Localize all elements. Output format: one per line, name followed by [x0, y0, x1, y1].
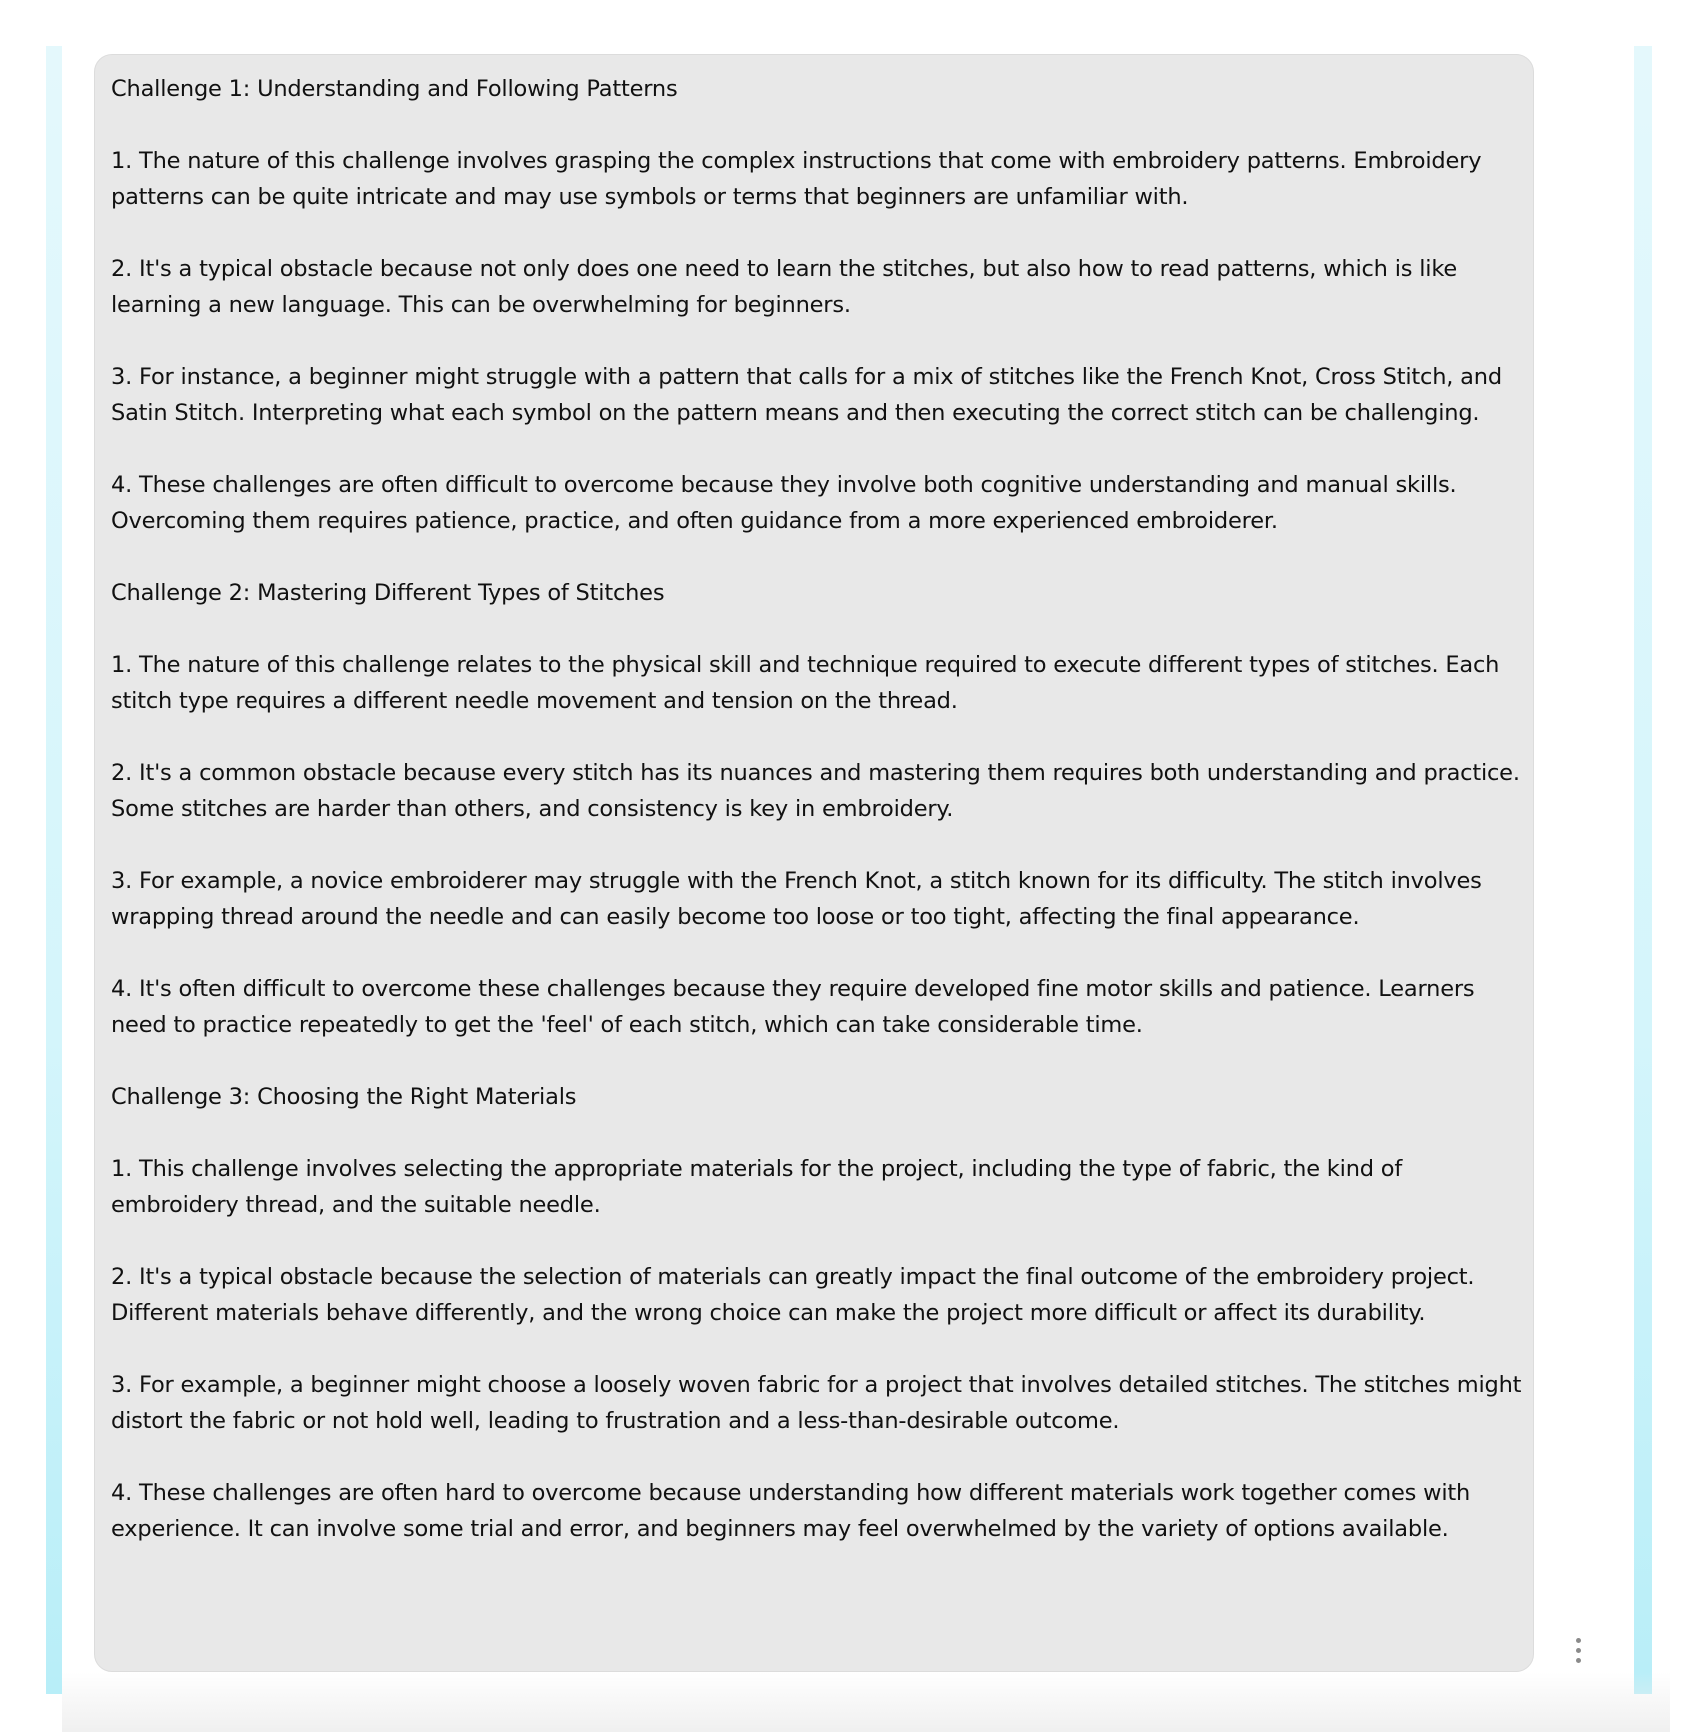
message-bubble	[94, 54, 1534, 1672]
vertical-ellipsis-icon-dot	[1576, 1648, 1581, 1653]
message-text: Challenge 1: Understanding and Following Patterns 1. The nature of this challenge involves grasping the complex instructions that come with embroidery patterns. Embroidery patterns can be quite intricate and may use symbols or terms that beginners are unfamiliar with. 2. It's a typical obstacle because not only does one need to learn the stitches, but also how to read patterns, which is like learning a new language. This can be overwhelming for beginners. 3. For instance, a beginner might struggle with a pattern that calls for a mix of stitches like the French Knot, Cross Stitch, and Satin Stitch. Interpreting what each symbol on the pattern means and then executing the correct stitch can be challenging. 4. These challenges are often difficult to overcome because they involve both cognitive understanding and manual skills. Overcoming them requires patience, practice, and often guidance from a more experienced embroiderer. Challenge 2: Mastering Different Types of Stitches 1. The nature of this challenge relates to the physical skill and technique required to execute different types of stitches. Each stitch type requires a different needle movement and tension on the thread. 2. It's a common obstacle because every stitch has its nuances and mastering them requires both understanding and practice. Some stitches are harder than others, and consistency is key in embroidery. 3. For example, a novice embroiderer may struggle with the French Knot, a stitch known for its difficulty. The stitch involves wrapping thread around the needle and can easily become too loose or too tight, affecting the final appearance. 4. It's often difficult to overcome these challenges because they require developed fine motor skills and patience. Learners need to practice repeatedly to get the 'feel' of each stitch, which can take considerable time. Challenge 3: Choosing the Right Materials 1. This challenge involves selecting the appropriate materials for the project, including the type of fabric, the kind of embroidery thread, and the suitable needle. 2. It's a typical obstacle because the selection of materials can greatly impact the final outcome of the embroidery project. Different materials behave differently, and the wrong choice can make the project more difficult or affect its durability. 3. For example, a beginner might choose a loosely woven fabric for a project that involves detailed stitches. The stitches might distort the fabric or not hold well, leading to frustration and a less-than-desirable outcome. 4. These challenges are often hard to overcome because understanding how different materials work together comes with experience. It can involve some trial and error, and beginners may feel overwhelmed by the variety of options available.	[111, 76, 1522, 1542]
vertical-ellipsis-icon-dot	[1576, 1658, 1581, 1663]
vertical-ellipsis-icon	[1576, 1638, 1581, 1643]
more-options-button[interactable]	[1562, 1632, 1594, 1668]
